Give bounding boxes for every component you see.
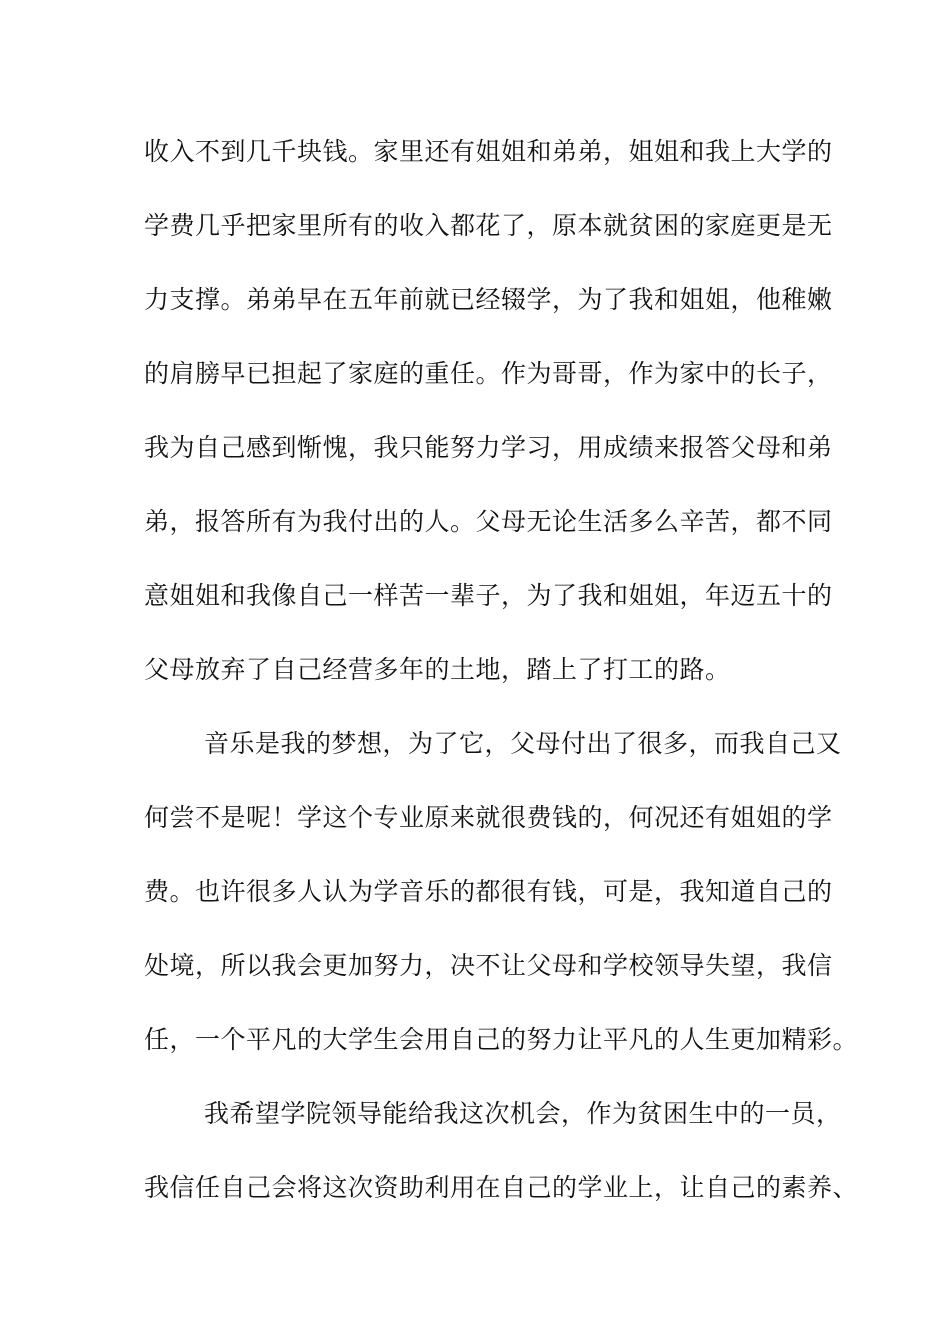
text-line: 父母放弃了自己经营多年的土地，踏上了打工的路。 [144, 655, 731, 684]
text-line: 的肩膀早已担起了家庭的重任。作为哥哥，作为家中的长子， [144, 359, 833, 388]
text-line: 我信任自己会将这次资助利用在自己的学业上，让自己的素养、 [144, 1173, 859, 1202]
text-line: 意姐姐和我像自己一样苦一辈子，为了我和姐姐，年迈五十的 [144, 581, 833, 610]
text-line: 我为自己感到惭愧，我只能努力学习，用成绩来报答父母和弟 [144, 433, 833, 462]
text-line: 力支撑。弟弟早在五年前就已经辍学，为了我和姐姐，他稚嫩 [144, 285, 833, 314]
text-line: 任，一个平凡的大学生会用自己的努力让平凡的人生更加精彩。 [144, 1025, 859, 1054]
text-line: 学费几乎把家里所有的收入都花了，原本就贫困的家庭更是无 [144, 211, 833, 240]
text-line: 费。也许很多人认为学音乐的都很有钱，可是，我知道自己的 [144, 877, 833, 906]
text-line: 何尝不是呢！学这个专业原来就很费钱的，何况还有姐姐的学 [144, 803, 833, 832]
paragraph-first-line: 音乐是我的梦想，为了它，父母付出了很多，而我自己又 [204, 729, 842, 758]
text-line: 收入不到几千块钱。家里还有姐姐和弟弟，姐姐和我上大学的 [144, 137, 833, 166]
paragraph-first-line: 我希望学院领导能给我这次机会，作为贫困生中的一员， [204, 1099, 842, 1128]
text-line: 弟，报答所有为我付出的人。父母无论生活多么辛苦，都不同 [144, 507, 833, 536]
text-line: 处境，所以我会更加努力，决不让父母和学校领导失望，我信 [144, 951, 833, 980]
